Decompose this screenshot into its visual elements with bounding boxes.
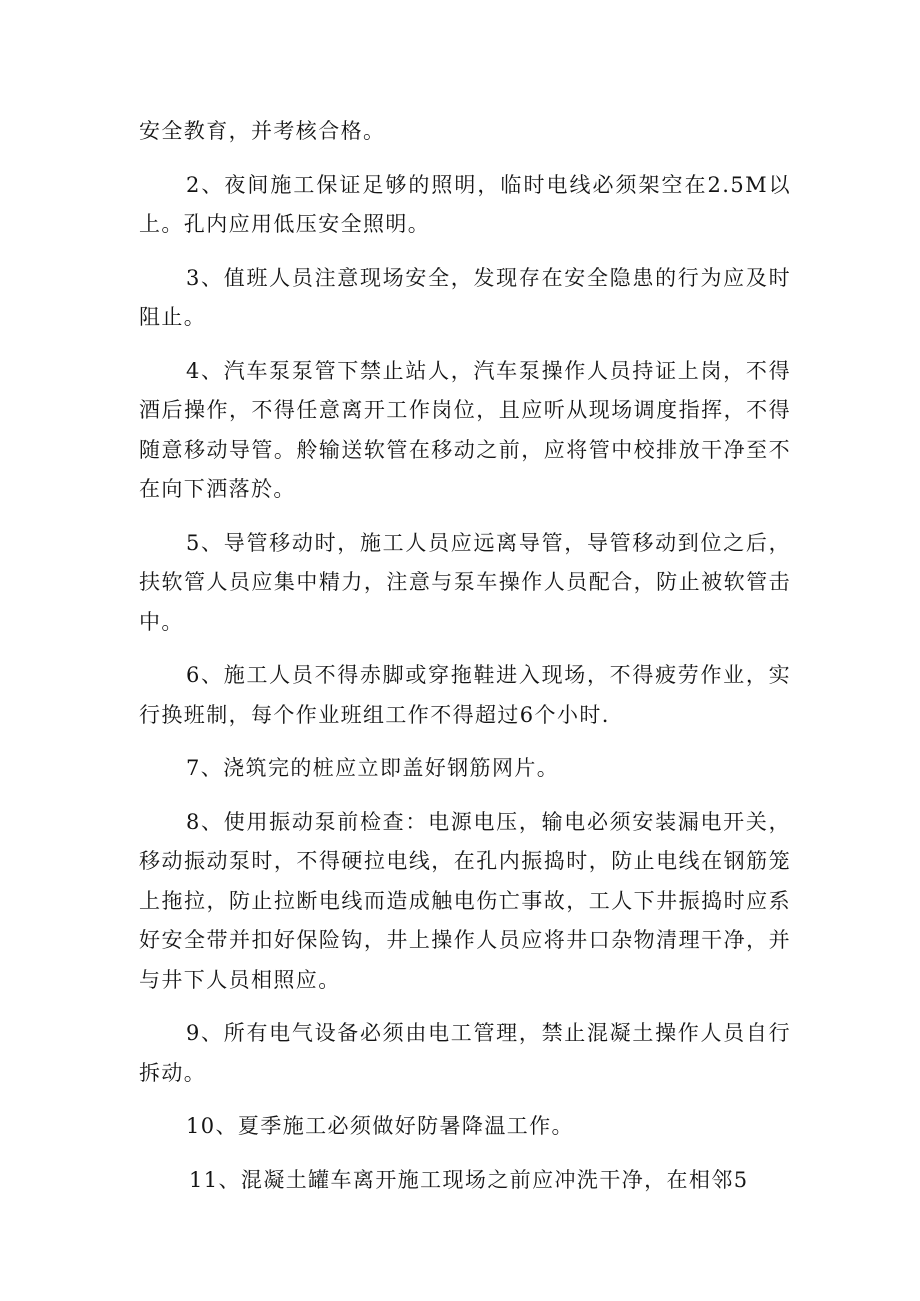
paragraph-item-3: 3、值班人员注意现场安全，发现存在安全隐患的行为应及时阻止。 (139, 265, 791, 329)
paragraph-item-11: 11、混凝土罐车离开施工现场之前应冲洗干净，在相邻5 (189, 1167, 749, 1192)
paragraph-item-9: 9、所有电气设备必须由电工管理，禁止混凝土操作人员自行拆动。 (139, 1021, 791, 1085)
paragraph-item-10: 10、夏季施工必须做好防暑降温工作。 (186, 1114, 574, 1138)
paragraph-item-7: 7、浇筑完的桩应立即盖好钢筋网片。 (186, 756, 560, 780)
paragraph-item-8: 8、使用振动泵前检查：电源电压，输电必须安装漏电开关，移动振动泵时，不得硬拉电线，在孔内振捣时，防止电线在钢筋笼上拖拉，防止拉断电线而造成触电伤亡事故，工人下井振捣时应系好安全带并扣好保险钩，井上操作人员应将井口杂物清理干净，并与井下人员相照应。 (139, 809, 791, 992)
paragraph-item-6: 6、施工人员不得赤脚或穿拖鞋进入现场，不得疲劳作业，实行换班制，每个作业班组工作不得超过6个小时. (139, 663, 791, 727)
paragraph-continuation: 安全教育，并考核合格。 (139, 119, 386, 143)
document-body (139, 112, 791, 1214)
paragraph-item-5: 5、导管移动时，施工人员应远离导管，导管移动到位之后，扶软管人员应集中精力，注意与泵车操作人员配合，防止被软管击中。 (139, 530, 791, 634)
paragraph-item-2: 2、夜间施工保证足够的照明，临时电线必须架空在2.5M以上。孔内应用低压安全照明。 (139, 172, 791, 236)
paragraph-item-4: 4、汽车泵泵管下禁止站人，汽车泵操作人员持证上岗，不得酒后操作，不得任意离开工作岗位，且应听从现场调度指挥，不得随意移动导管。舲输送软管在移动之前，应将管中校排放干净至不在向下洒落於。 (139, 358, 791, 501)
